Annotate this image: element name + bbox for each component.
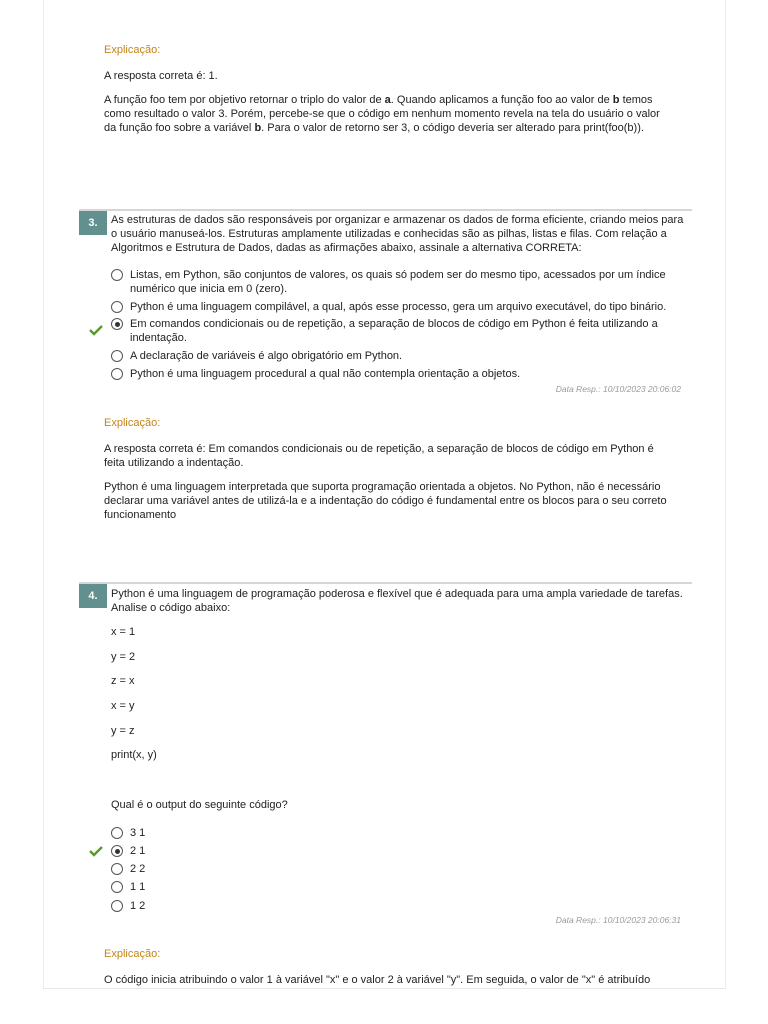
explanation-label: Explicação: [104,948,161,960]
answer-option[interactable] [111,862,686,876]
explanation-text: A função foo tem por objetivo retornar o triplo do valor de a. Quando aplicamos a função foo ao valor de b temos como resultado o valor 3. Porém, percebe-se que o código em nenhum momento revela na tela do usuário o valor da função foo sobre a variável b. Para o valor de retorno ser 3, o código deveria ser alterado para print(foo(b)). [104,94,660,134]
radio-button[interactable] [111,900,123,912]
answer-option-selected[interactable] [111,844,686,858]
option-label: A declaração de variáveis é algo obrigatório em Python. [130,350,403,362]
code-line: y = z [111,725,135,737]
question-text: As estruturas de dados são responsáveis por organizar e armazenar os dados de forma eficiente, criando meios para o usuário manuseá-los. Estruturas amplamente utilizadas e conhecidas são as pilhas, listas e filas. Com relação a Algoritmos e Estrutura de Dados, dadas as afirmações abaixo, assinale a alternativa CORRETA: [111,214,684,254]
question-divider [79,582,692,584]
page-content [43,0,726,988]
question-prompt: Qual é o output do seguinte código? [111,799,288,811]
correct-check-icon [89,324,103,336]
option-label: Python é uma linguagem procedural a qual não contempla orientação a objetos. [130,368,521,380]
option-label: 1 2 [130,900,146,912]
radio-button[interactable] [111,827,123,839]
question-number-badge: 3. [79,211,107,235]
explanation-text: O código inicia atribuindo o valor 1 à variável "x" e o valor 2 à variável "y". Em seguida, o valor de "x" é atribuído [104,974,651,986]
code-line: x = y [111,700,135,712]
answer-option[interactable] [111,268,686,296]
explanation-text: Python é uma linguagem interpretada que suporta programação orientada a objetos. No Python, não é necessário declarar uma variável antes de utilizá-la e a indentação do código é fundamental entre os blocos para o seu correto funcionamento [104,481,667,521]
radio-button[interactable] [111,269,123,281]
radio-button[interactable] [111,350,123,362]
option-label: 2 2 [130,863,146,875]
explanation-block-1 [104,43,674,145]
option-label: 1 1 [130,881,146,893]
explanation-block-3 [104,416,674,532]
correct-check-icon [89,845,103,857]
answer-option[interactable] [111,880,686,894]
option-label: Listas, em Python, são conjuntos de valores, os quais só podem ser do mesmo tipo, acessados por um índice numérico que inicia em 0 (zero). [130,269,666,295]
option-label: Python é uma linguagem compilável, a qual, após esse processo, gera um arquivo executável, do tipo binário. [130,301,667,313]
option-label: Em comandos condicionais ou de repetição, a separação de blocos de código em Python é feita utilizando a indentação. [130,318,658,344]
explanation-block-4 [104,947,674,988]
radio-button[interactable] [111,368,123,380]
answer-option[interactable] [111,899,686,913]
explanation-answer: A resposta correta é: 1. [104,70,218,82]
answer-option[interactable] [111,349,686,363]
radio-button[interactable] [111,863,123,875]
radio-button[interactable] [111,881,123,893]
answer-option[interactable] [111,826,686,840]
option-label: 2 1 [130,845,146,857]
code-line: x = 1 [111,626,136,638]
code-line: y = 2 [111,651,136,663]
radio-button-selected[interactable] [111,318,123,330]
option-label: 3 1 [130,827,146,839]
explanation-label: Explicação: [104,44,161,56]
code-line: z = x [111,675,135,687]
question-divider [79,209,692,211]
radio-button[interactable] [111,301,123,313]
answer-timestamp: Data Resp.: 10/10/2023 20:06:02 [555,384,681,394]
answer-option[interactable] [111,300,686,314]
answer-timestamp: Data Resp.: 10/10/2023 20:06:31 [555,915,681,925]
page-bottom-border [43,988,726,989]
explanation-label: Explicação: [104,417,161,429]
radio-button-selected[interactable] [111,845,123,857]
question-number-badge: 4. [79,584,107,608]
explanation-answer: A resposta correta é: Em comandos condicionais ou de repetição, a separação de blocos de código em Python é feita utilizando a indentação. [104,443,654,469]
answer-option-selected[interactable] [111,317,686,345]
question-text: Python é uma linguagem de programação poderosa e flexível que é adequada para uma ampla variedade de tarefas. Analise o código abaixo: [111,588,683,614]
code-line: print(x, y) [111,749,157,761]
answer-option[interactable] [111,367,686,381]
